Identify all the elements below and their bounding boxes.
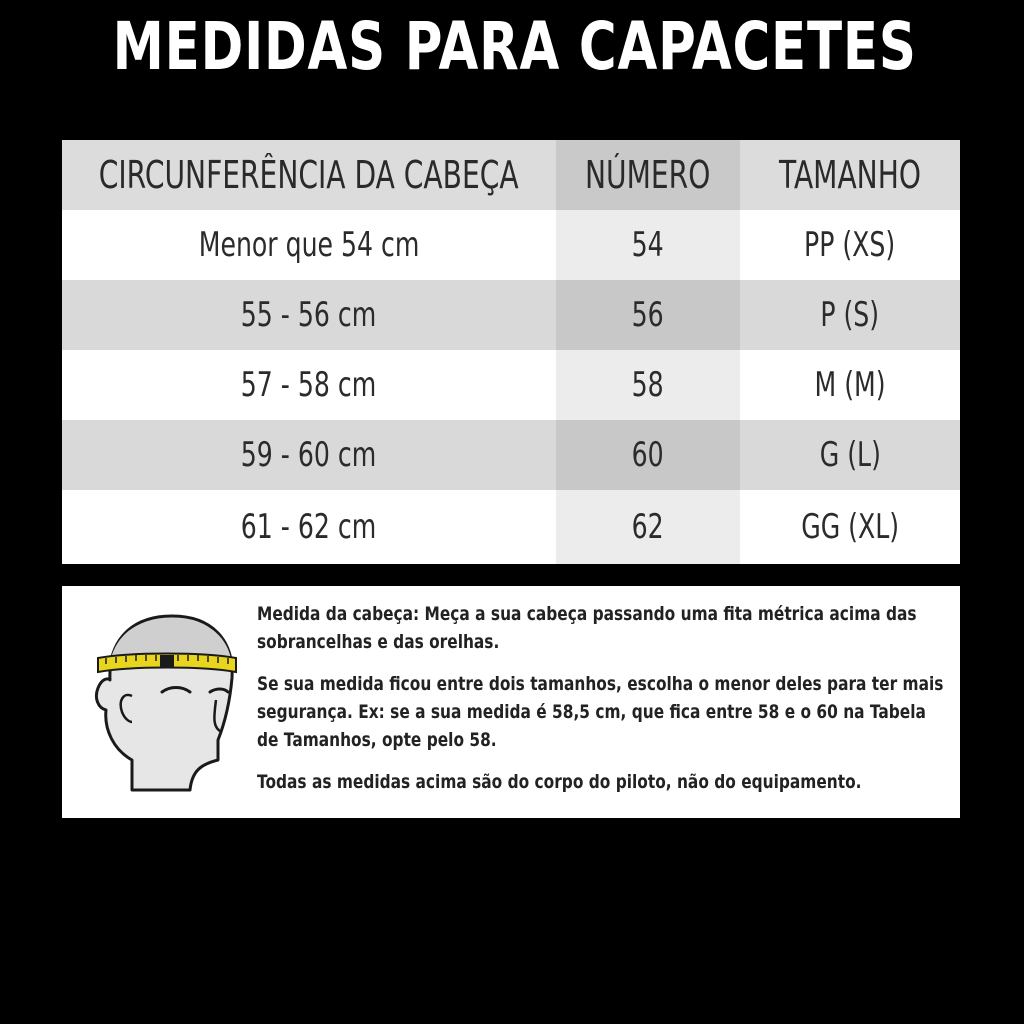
row-circumference: 57 - 58 cm (241, 365, 377, 405)
row-size: P (S) (820, 295, 880, 335)
header-number: NÚMERO (556, 140, 740, 210)
measurement-info-panel (62, 586, 960, 818)
row-size: PP (XS) (804, 225, 896, 265)
page-title: MEDIDAS PARA CAPACETES (112, 8, 917, 85)
row-number: 62 (556, 490, 740, 564)
row-circumference: 55 - 56 cm (241, 295, 377, 335)
info-text (257, 600, 947, 810)
table-row (62, 280, 960, 350)
row-circumference: 59 - 60 cm (241, 435, 377, 475)
row-size: G (L) (819, 435, 881, 475)
row-number: 60 (556, 420, 740, 490)
row-size: M (M) (814, 365, 886, 405)
table-row (62, 350, 960, 420)
row-size: GG (XL) (801, 507, 899, 547)
header-circumference: CIRCUNFERÊNCIA DA CABEÇA (99, 153, 519, 197)
row-circumference: 61 - 62 cm (241, 507, 377, 547)
row-circumference: Menor que 54 cm (198, 225, 420, 265)
table-row (62, 420, 960, 490)
head-measuring-tape-icon (92, 600, 242, 810)
row-number: 54 (556, 210, 740, 280)
info-paragraph-measure: Medida da cabeça: Meça a sua cabeça passando uma fita métrica acima das sobrancelhas e das orelhas. (257, 603, 917, 653)
table-row (62, 490, 960, 564)
table-header-row (62, 140, 960, 210)
info-paragraph-between-sizes: Se sua medida ficou entre dois tamanhos, escolha o menor deles para ter mais segurança. Ex: se a sua medida é 58,5 cm, que fica entre 58 e o 60 na Tabela de Tamanhos, opte pelo 58. (257, 673, 944, 751)
row-number: 56 (556, 280, 740, 350)
info-paragraph-body-measures: Todas as medidas acima são do corpo do piloto, não do equipamento. (257, 771, 862, 793)
table-row (62, 210, 960, 280)
size-table (62, 140, 960, 564)
header-size: TAMANHO (778, 153, 922, 197)
row-number: 58 (556, 350, 740, 420)
